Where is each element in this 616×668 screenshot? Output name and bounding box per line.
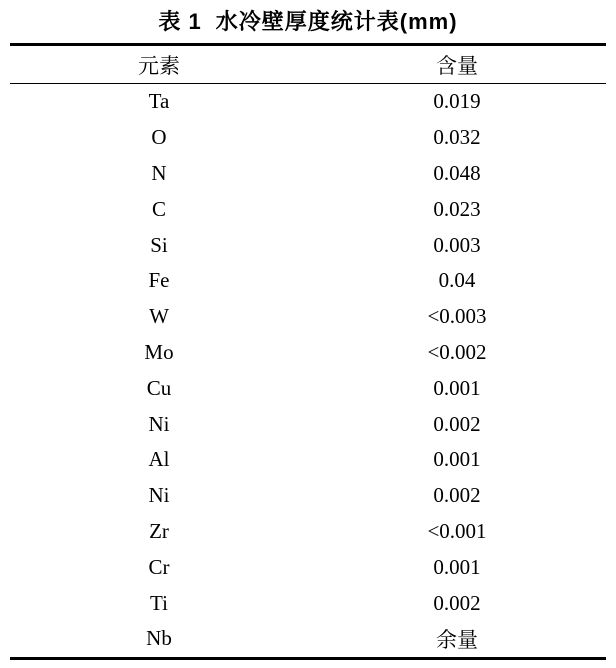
table-row	[10, 299, 606, 335]
table-body	[10, 84, 606, 659]
element-cell: Cr	[148, 554, 170, 579]
element-cell: Nb	[146, 626, 172, 651]
element-cell: Al	[148, 447, 170, 472]
table-row	[10, 370, 606, 406]
element-cell: Mo	[144, 339, 174, 364]
content-cell: 0.001	[433, 375, 481, 400]
element-cell: N	[151, 160, 167, 185]
content-cell: 0.048	[433, 160, 481, 185]
element-cell: O	[151, 125, 167, 150]
element-cell: Zr	[149, 518, 169, 543]
table-row	[10, 191, 606, 227]
content-cell: 0.002	[433, 483, 481, 508]
table-row	[10, 156, 606, 192]
element-cell: Ta	[148, 89, 170, 114]
content-cell: 余量	[436, 627, 478, 652]
content-cell: <0.003	[427, 304, 487, 329]
composition-table	[10, 43, 606, 660]
element-cell: Ni	[148, 411, 170, 436]
content-cell: 0.002	[433, 411, 481, 436]
content-cell: 0.019	[433, 89, 481, 114]
content-cell: 0.032	[433, 125, 481, 150]
content-cell: 0.002	[433, 590, 481, 615]
table-header	[10, 45, 606, 84]
content-cell: 0.001	[433, 554, 481, 579]
content-cell: <0.001	[427, 518, 487, 543]
element-cell: Ni	[148, 483, 170, 508]
table-row	[10, 84, 606, 120]
table-number-label: 表 1	[158, 9, 202, 34]
table-title-text: 水冷壁厚度统计表(mm)	[215, 9, 458, 34]
table-row	[10, 478, 606, 514]
table-row	[10, 227, 606, 263]
content-cell: 0.04	[438, 268, 476, 293]
element-cell: W	[149, 304, 169, 329]
content-cell: 0.023	[433, 196, 481, 221]
table-row	[10, 549, 606, 585]
table-row	[10, 120, 606, 156]
table-row	[10, 263, 606, 299]
table-row	[10, 585, 606, 621]
element-cell: Fe	[148, 268, 170, 293]
table-row	[10, 335, 606, 371]
table-row	[10, 621, 606, 658]
element-cell: Cu	[146, 375, 172, 400]
table-title	[0, 0, 616, 43]
content-cell: <0.002	[427, 339, 487, 364]
table-row	[10, 514, 606, 550]
table-row	[10, 406, 606, 442]
element-cell: C	[151, 196, 166, 221]
column-header-content: 含量	[308, 45, 606, 84]
table-row	[10, 442, 606, 478]
content-cell: 0.001	[433, 447, 481, 472]
header-row	[10, 45, 606, 84]
column-header-element: 元素	[10, 45, 308, 84]
content-cell: 0.003	[433, 232, 481, 257]
element-cell: Si	[150, 232, 168, 257]
element-cell: Ti	[150, 590, 168, 615]
